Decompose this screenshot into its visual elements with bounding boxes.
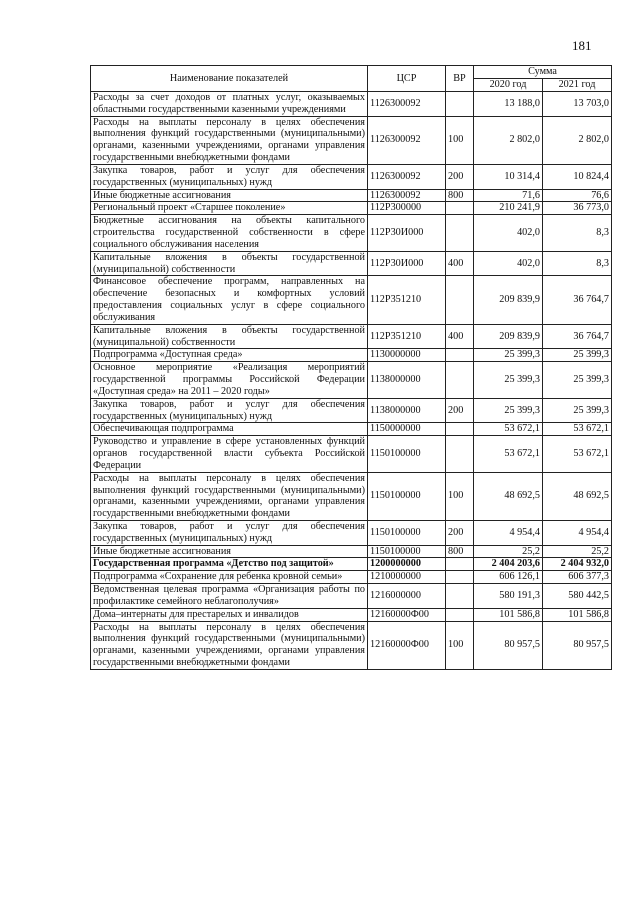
row-value-2020: 209 839,9 (474, 276, 543, 324)
row-value-2020: 25 399,3 (474, 362, 543, 398)
table-row (91, 362, 612, 398)
row-name: Обеспечивающая подпрограмма (91, 423, 368, 436)
row-vr (446, 92, 474, 117)
row-csr: 112Р351210 (368, 324, 446, 349)
row-vr (446, 558, 474, 571)
row-name: Дома–интернаты для престарелых и инвалидов (91, 608, 368, 621)
row-vr: 200 (446, 398, 474, 423)
table-row (91, 189, 612, 202)
table-row (91, 584, 612, 609)
row-name: Бюджетные ассигнования на объекты капитального строительства государственной собственности в сфере социального обслуживания населения (91, 215, 368, 251)
row-csr: 1150100000 (368, 436, 446, 472)
row-value-2020: 25 399,3 (474, 398, 543, 423)
row-vr: 200 (446, 520, 474, 545)
row-vr (446, 202, 474, 215)
row-vr (446, 608, 474, 621)
row-csr: 1150100000 (368, 545, 446, 558)
table-row (91, 398, 612, 423)
row-name: Региональный проект «Старшее поколение» (91, 202, 368, 215)
table-row (91, 558, 612, 571)
row-vr (446, 423, 474, 436)
row-value-2021: 2 404 932,0 (543, 558, 612, 571)
row-vr (446, 215, 474, 251)
header-name: Наименование показателей (91, 66, 368, 92)
header-2020: 2020 год (474, 79, 543, 92)
row-csr: 1150100000 (368, 472, 446, 520)
table-row (91, 545, 612, 558)
row-value-2020: 4 954,4 (474, 520, 543, 545)
row-vr (446, 276, 474, 324)
table-row (91, 472, 612, 520)
row-vr (446, 362, 474, 398)
row-value-2021: 76,6 (543, 189, 612, 202)
table-row (91, 215, 612, 251)
row-csr: 1126300092 (368, 92, 446, 117)
row-value-2020: 13 188,0 (474, 92, 543, 117)
row-value-2020: 53 672,1 (474, 423, 543, 436)
row-name: Подпрограмма «Сохранение для ребенка кровной семьи» (91, 571, 368, 584)
table-row (91, 202, 612, 215)
header-2021: 2021 год (543, 79, 612, 92)
table-body (91, 92, 612, 670)
row-vr (446, 349, 474, 362)
row-name: Основное мероприятие «Реализация мероприятий государственной программы Российской Федерации «Доступная среда» на 2011 – 2020 годы» (91, 362, 368, 398)
row-value-2021: 53 672,1 (543, 436, 612, 472)
row-value-2021: 4 954,4 (543, 520, 612, 545)
row-vr: 400 (446, 251, 474, 276)
row-csr: 1210000000 (368, 571, 446, 584)
row-value-2021: 53 672,1 (543, 423, 612, 436)
header-csr: ЦСР (368, 66, 446, 92)
row-value-2021: 25,2 (543, 545, 612, 558)
row-value-2021: 13 703,0 (543, 92, 612, 117)
row-csr: 112Р30И000 (368, 251, 446, 276)
row-value-2021: 25 399,3 (543, 349, 612, 362)
table-row (91, 423, 612, 436)
row-name: Закупка товаров, работ и услуг для обеспечения государственных (муниципальных) нужд (91, 398, 368, 423)
row-vr: 800 (446, 545, 474, 558)
row-vr: 800 (446, 189, 474, 202)
row-value-2020: 580 191,3 (474, 584, 543, 609)
row-value-2020: 606 126,1 (474, 571, 543, 584)
row-csr: 1126300092 (368, 164, 446, 189)
row-vr: 100 (446, 621, 474, 669)
table-row (91, 276, 612, 324)
row-name: Иные бюджетные ассигнования (91, 189, 368, 202)
row-name: Финансовое обеспечение программ, направленных на обеспечение безопасных и комфортных условий предоставления социальных услуг в сфере социального обслуживания (91, 276, 368, 324)
row-vr (446, 584, 474, 609)
row-name: Ведомственная целевая программа «Организация работы по профилактике семейного неблагополучия» (91, 584, 368, 609)
row-csr: 1138000000 (368, 398, 446, 423)
row-value-2021: 25 399,3 (543, 362, 612, 398)
table-row (91, 324, 612, 349)
row-name: Закупка товаров, работ и услуг для обеспечения государственных (муниципальных) нужд (91, 164, 368, 189)
row-value-2020: 53 672,1 (474, 436, 543, 472)
row-csr: 1126300092 (368, 116, 446, 164)
row-value-2020: 10 314,4 (474, 164, 543, 189)
row-value-2021: 2 802,0 (543, 116, 612, 164)
row-csr: 1200000000 (368, 558, 446, 571)
row-csr: 12160000Ф00 (368, 608, 446, 621)
row-name: Закупка товаров, работ и услуг для обеспечения государственных (муниципальных) нужд (91, 520, 368, 545)
row-name: Расходы за счет доходов от платных услуг, оказываемых областными государственными казенными учреждениями (91, 92, 368, 117)
table-row (91, 251, 612, 276)
row-value-2020: 71,6 (474, 189, 543, 202)
header-vr: ВР (446, 66, 474, 92)
row-value-2021: 10 824,4 (543, 164, 612, 189)
row-csr: 1130000000 (368, 349, 446, 362)
row-value-2021: 48 692,5 (543, 472, 612, 520)
table-row (91, 164, 612, 189)
row-csr: 12160000Ф00 (368, 621, 446, 669)
row-value-2020: 25 399,3 (474, 349, 543, 362)
table-header (91, 66, 612, 92)
row-value-2020: 80 957,5 (474, 621, 543, 669)
row-csr: 1126300092 (368, 189, 446, 202)
row-name: Государственная программа «Детство под защитой» (91, 558, 368, 571)
row-vr: 400 (446, 324, 474, 349)
header-sum: Сумма (474, 66, 612, 79)
row-csr: 1216000000 (368, 584, 446, 609)
row-csr: 112Р30И000 (368, 215, 446, 251)
row-value-2020: 101 586,8 (474, 608, 543, 621)
row-csr: 112Р351210 (368, 276, 446, 324)
row-value-2020: 402,0 (474, 251, 543, 276)
row-name: Расходы на выплаты персоналу в целях обеспечения выполнения функций государственными (муниципальными) органами, казенными учреждениями, органами управления государственными внебюджетными фондами (91, 472, 368, 520)
row-name: Капитальные вложения в объекты государственной (муниципальной) собственности (91, 251, 368, 276)
row-value-2021: 101 586,8 (543, 608, 612, 621)
table-row (91, 349, 612, 362)
row-value-2020: 209 839,9 (474, 324, 543, 349)
row-name: Расходы на выплаты персоналу в целях обеспечения выполнения функций государственными (муниципальными) органами, казенными учреждениями, органами управления государственными внебюджетными фондами (91, 116, 368, 164)
row-vr: 200 (446, 164, 474, 189)
table-row (91, 92, 612, 117)
row-name: Подпрограмма «Доступная среда» (91, 349, 368, 362)
row-value-2021: 25 399,3 (543, 398, 612, 423)
row-value-2021: 580 442,5 (543, 584, 612, 609)
row-name: Иные бюджетные ассигнования (91, 545, 368, 558)
row-value-2021: 36 764,7 (543, 324, 612, 349)
table-row (91, 116, 612, 164)
table-row (91, 608, 612, 621)
row-vr: 100 (446, 472, 474, 520)
row-value-2021: 36 764,7 (543, 276, 612, 324)
row-vr (446, 436, 474, 472)
row-name: Капитальные вложения в объекты государственной (муниципальной) собственности (91, 324, 368, 349)
row-name: Руководство и управление в сфере установленных функций органов государственной власти субъекта Российской Федерации (91, 436, 368, 472)
row-value-2020: 2 802,0 (474, 116, 543, 164)
row-value-2020: 48 692,5 (474, 472, 543, 520)
row-csr: 112Р300000 (368, 202, 446, 215)
row-value-2020: 25,2 (474, 545, 543, 558)
row-value-2021: 606 377,3 (543, 571, 612, 584)
row-csr: 1138000000 (368, 362, 446, 398)
table-row (91, 571, 612, 584)
row-csr: 1150100000 (368, 520, 446, 545)
row-name: Расходы на выплаты персоналу в целях обеспечения выполнения функций государственными (муниципальными) органами, казенными учреждениями, органами управления государственными внебюджетными фондами (91, 621, 368, 669)
row-value-2021: 80 957,5 (543, 621, 612, 669)
table-row (91, 621, 612, 669)
row-vr (446, 571, 474, 584)
row-value-2021: 8,3 (543, 215, 612, 251)
row-vr: 100 (446, 116, 474, 164)
table-row (91, 520, 612, 545)
row-value-2021: 36 773,0 (543, 202, 612, 215)
row-value-2021: 8,3 (543, 251, 612, 276)
row-value-2020: 2 404 203,6 (474, 558, 543, 571)
page-number: 181 (572, 38, 592, 53)
row-csr: 1150000000 (368, 423, 446, 436)
row-value-2020: 402,0 (474, 215, 543, 251)
budget-table (90, 65, 612, 670)
row-value-2020: 210 241,9 (474, 202, 543, 215)
table-row (91, 436, 612, 472)
